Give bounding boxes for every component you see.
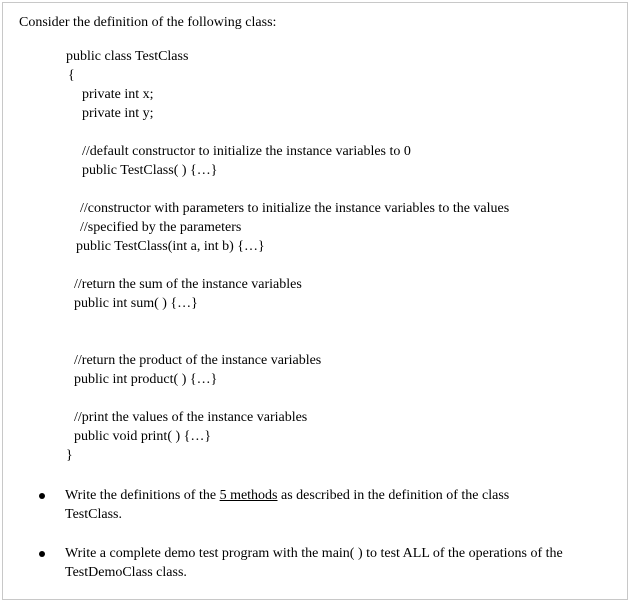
bullet-2-line1: Write a complete demo test program with the main( ) to test ALL of the operations of the [65,546,563,561]
bullet-2-line2: TestDemoClass class. [65,565,187,580]
bullet-1-text-before: Write the definitions of the [65,488,220,503]
bullet-1-line1 [65,488,509,504]
sum-method: public int sum( ) {…} [74,296,198,311]
comment-param-constructor-line1: //constructor with parameters to initialize the instance variables to the values [80,201,510,216]
comment-param-constructor-line2: //specified by the parameters [80,220,242,235]
open-brace: { [68,68,75,83]
close-brace: } [66,448,73,463]
field-y: private int y; [82,106,154,121]
intro-text: Consider the definition of the following class: [19,15,277,30]
param-constructor: public TestClass(int a, int b) {…} [76,239,265,254]
print-method: public void print( ) {…} [74,429,212,444]
field-x: private int x; [82,87,154,102]
comment-default-constructor: //default constructor to initialize the instance variables to 0 [82,144,411,159]
bullet-1-underlined-text: 5 methods [219,488,278,503]
bullet-1-line2: TestClass. [65,507,122,522]
bullet-icon [39,551,45,557]
bullet-1-text-after: as described in the definition of the class [277,488,510,503]
class-declaration: public class TestClass [66,49,189,64]
comment-print: //print the values of the instance variables [74,410,308,425]
comment-product: //return the product of the instance variables [74,353,322,368]
default-constructor: public TestClass( ) {…} [82,163,218,178]
comment-sum: //return the sum of the instance variables [74,277,302,292]
product-method: public int product( ) {…} [74,372,218,387]
bullet-icon [39,493,45,499]
document-frame [2,2,628,600]
